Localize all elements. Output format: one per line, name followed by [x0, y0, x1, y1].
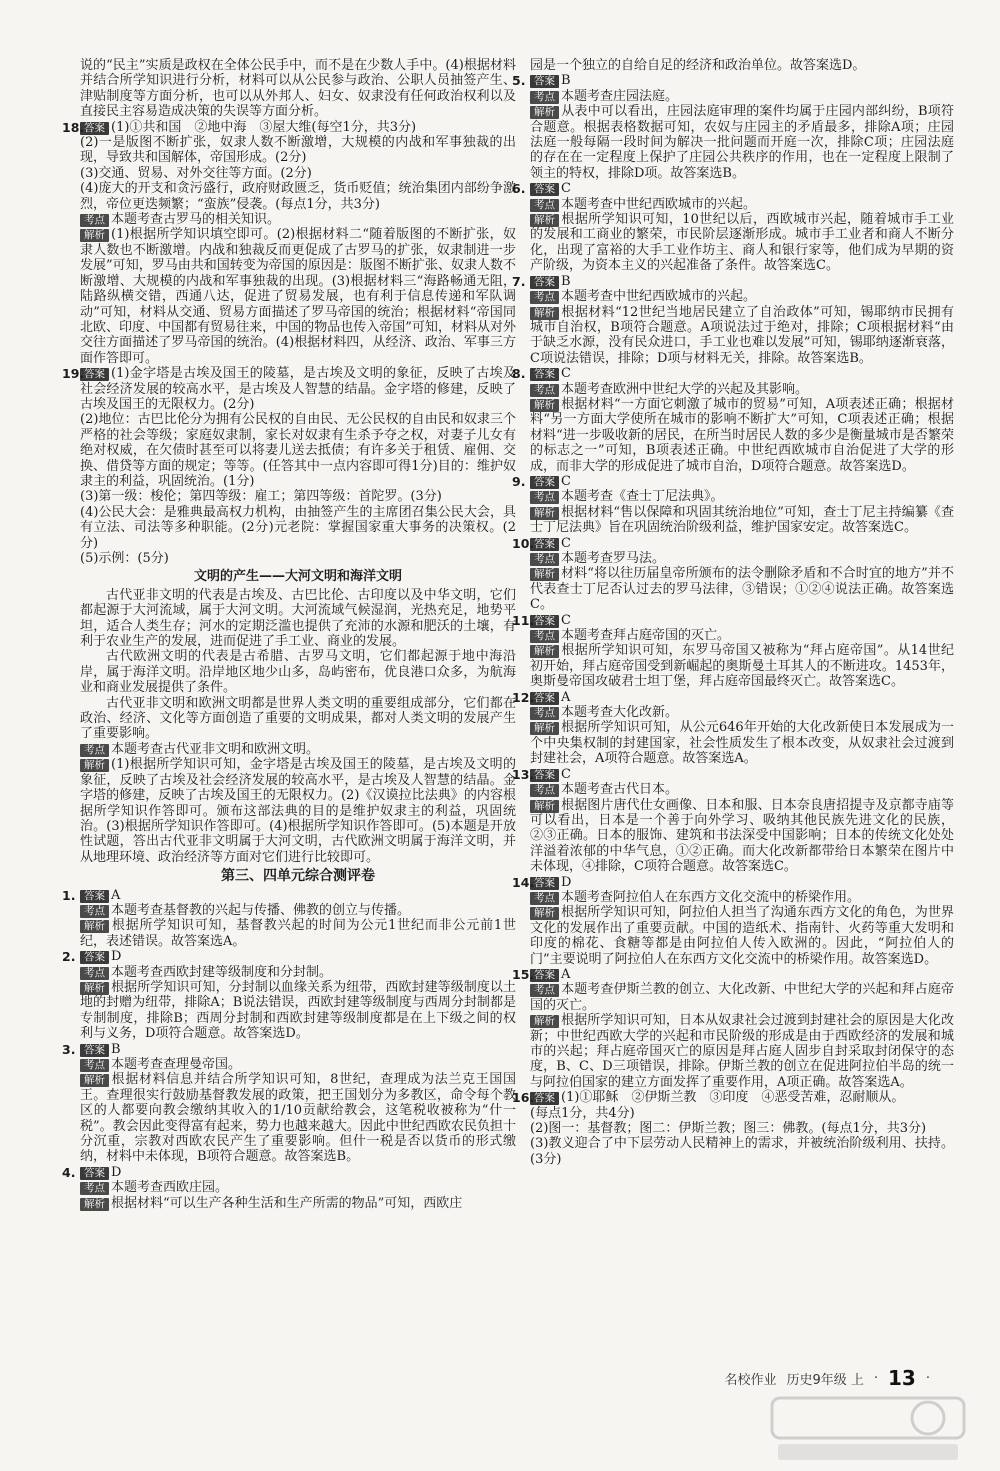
section-title: 第三、四单元综合测评卷: [221, 868, 375, 885]
question-number: 2.: [62, 949, 76, 965]
answer-text: D: [561, 874, 572, 890]
question-2: [62, 949, 516, 1042]
analysis-text: 从表中可以看出，庄园法庭审理的案件均属于庄园内部纠纷，B项符合题意。根据表格数据可知，农奴与庄园主的矛盾最多，排除A项；庄园法庭一般每隔一段时间为解决一批问题而开庭一次，排除C项；庄园法庭的存在在一定程度上保护了庄园公共秩序的作用，也在一定程度上限制了领主的特权，排除D项。故答案选B。: [530, 104, 954, 181]
left-column: [62, 58, 516, 1211]
question-number: 16.: [512, 1090, 535, 1106]
answer-text: C: [561, 612, 571, 628]
answer-text: A: [111, 887, 121, 903]
answer-text: (5)示例：(5分): [80, 551, 169, 566]
question-number: 15.: [512, 966, 535, 982]
point-text: 本题考查西欧封建等级制度和分封制。: [111, 964, 333, 980]
subject-label: 历史9年级 上: [786, 1372, 864, 1388]
answer-text: (4)庞大的开支和贪污盛行，政府财政匮乏，货币贬值；统治集团内部纷争激烈，帝位更迭频繁；“蛮族”侵袭。(每点1分，共3分): [80, 181, 516, 212]
page-number: 13: [888, 1366, 916, 1390]
answer-text: C: [561, 473, 571, 489]
analysis-tag: 解析: [80, 1074, 109, 1087]
question-11: [512, 612, 954, 690]
continued-paragraph: 园是一个独立的自给自足的经济和政治单位。故答案选D。: [530, 58, 866, 73]
point-tag: 考点: [80, 1182, 109, 1195]
question-18: [62, 119, 516, 367]
analysis-tag: 解析: [530, 106, 559, 119]
essay-title: 文明的产生——大河文明和海洋文明: [193, 569, 402, 585]
right-column: [512, 58, 954, 1167]
analysis-tag: 解析: [80, 982, 109, 995]
answer-text: A: [561, 689, 571, 705]
answer-tag: 答案: [530, 1092, 559, 1105]
question-3: [62, 1041, 516, 1165]
answer-text: (2)图一：基督教；图二：伊斯兰教；图三：佛教。(每点1分，共3分): [530, 1121, 927, 1137]
analysis-text: 材料“将以往历届皇帝所颁布的法令删除矛盾和不合时宜的地方”并不代表查士丁尼否认过去的罗马法律，③错误；①②④说法正确。故答案选C。: [530, 566, 954, 613]
analysis-text: 根据所学知识可知，分封制以血缘关系为纽带，西欧封建等级制度以土地的封赠为纽带，排除A；B说法错误，西欧封建等级制度与西周分封制都是专制制度，排除B；西周分封制和西欧封建等级制度都是在上下级之间的权利与义务，D项符合题意。故答案选D。: [80, 979, 516, 1042]
question-13: [512, 766, 954, 875]
point-tag: 考点: [530, 291, 559, 304]
question-number: 7.: [512, 273, 526, 289]
answer-tag: 答案: [530, 692, 559, 705]
analysis-tag: 解析: [530, 214, 559, 227]
question-10: [512, 535, 954, 613]
question-6: [512, 181, 954, 274]
answer-tag: 答案: [530, 183, 559, 196]
answer-text: C: [561, 766, 571, 782]
analysis-text: (1)根据所学知识可知，金字塔是古埃及国王的陵墓，是古埃及文明的象征，反映了古埃及社会经济发展的较高水平，是古埃及人智慧的结晶。金字塔的修建，反映了古埃及国王的无限权力。(2)《汉谟拉比法典》的内容根据所学知识作答即可。颁布这部法典的目的是维护奴隶主的利益，巩固统治。(3)根据所学知识作答即可。(4)根据所学知识作答即可。(5)本题是开放性试题，答出古代亚非文明属于大河文明，古代欧洲文明属于海洋文明，并从地理环境、政治经济等方面对它们进行比较即可。: [80, 757, 516, 865]
point-tag: 考点: [530, 491, 559, 504]
question-19: [62, 366, 516, 865]
question-14: [512, 874, 954, 967]
point-text: 本题考查《查士丁尼法典》。: [561, 489, 724, 505]
question-12: [512, 689, 954, 767]
answer-text: (4)公民大会：是雅典最高权力机构，由抽签产生的主席团召集公民大会，具有立法、司法等多种职能。(2分)元老院：掌握国家重大事务的决策权。(2分): [80, 504, 516, 551]
page-footer: [724, 1366, 930, 1390]
point-text: 本题考查阿拉伯人在东西方文化交流中的桥梁作用。: [561, 889, 861, 905]
answer-tag: 答案: [80, 1044, 109, 1057]
question-number: 10.: [512, 535, 535, 551]
answer-text: B: [561, 273, 571, 289]
question-1: [62, 887, 516, 950]
point-tag: 考点: [530, 707, 559, 720]
point-text: 本题考查基督教的兴起与传播、佛教的创立与传播。: [111, 902, 411, 918]
analysis-tag: 解析: [530, 307, 559, 320]
question-number: 14.: [512, 874, 535, 890]
question-number: 9.: [512, 473, 526, 489]
analysis-text: 根据材料信息并结合所学知识可知，8世纪，查理成为法兰克王国国王。查理很实行鼓励基督教发展的政策，把王国划分为多教区，命令每个教区的人都要向教会缴纳其收入的1/10贡献给教会，这笔税收被称为“什一税”。教会因此变得富有起来，势力也越来越大。因此中世纪西欧农民负担十分沉重，宗教对西欧农民产生了重要影响。但什一税是否以货币的形式缴纳，材料中未体现，B项符合题意。故答案选B。: [80, 1072, 516, 1165]
question-number: 8.: [512, 366, 526, 382]
point-tag: 考点: [530, 553, 559, 566]
point-text: 本题考查罗马法。: [561, 551, 666, 566]
point-tag: 考点: [80, 214, 109, 227]
analysis-text: 根据材料“可以生产各种生活和生产所需的物品”可知，西欧庄: [111, 1195, 463, 1211]
essay-paragraph: 古代亚非文明的代表是古埃及、古巴比伦、古印度以及中华文明，它们都起源于大河流域，属于大河文明。大河流域气候湿润，光热充足，地势平坦，适合人类生存；河水的定期泛滥也提供了充沛的水源和肥沃的土壤，有利于农业生产的发展，进而促进了手工业、商业的发展。: [80, 587, 516, 650]
answer-tag: 答案: [80, 890, 109, 903]
point-tag: 考点: [530, 784, 559, 797]
analysis-text: 根据所学知识可知，日本从奴隶社会过渡到封建社会的原因是大化改新；中世纪西欧大学的兴起和市民阶级的形成是由于西欧经济的发展和城市的兴起；拜占庭帝国灭亡的原因是拜占庭人固步自封采取封闭保守的态度，B、C、D三项错误，排除。伊斯兰教的创立在促进阿拉伯半岛的统一与阿拉伯国家的建立方面发挥了重要作用，A项正确。故答案选A。: [530, 1013, 954, 1090]
point-text: 本题考查庄园法庭。: [561, 88, 679, 104]
answer-text: C: [561, 366, 571, 382]
analysis-text: 根据所学知识可知，东罗马帝国又被称为“拜占庭帝国”。从14世纪初开始，拜占庭帝国受到新崛起的奥斯曼土耳其人的不断进攻。1453年，奥斯曼帝国攻破君士坦丁堡，拜占庭帝国最终灭亡。故答案选C。: [530, 643, 954, 690]
point-tag: 考点: [80, 1059, 109, 1072]
analysis-text: 根据材料“售以保障和巩固其统治地位”可知，查士丁尼主持编纂《查士丁尼法典》旨在巩固统治阶级利益，维护国家安定。故答案选C。: [530, 504, 954, 536]
analysis-text: 根据材料“12世纪当地居民建立了自治政体”可知，锡耶纳市民拥有城市自治权，B项符合题意。A项说法过于绝对，排除；C项根据材料“由于缺乏水源，没有民众进口，手工业也难以发展”可知，锡耶纳逐渐衰落，C项说法错误，排除；D项与材料无关，排除。故答案选B。: [530, 304, 954, 366]
answer-text: A: [561, 966, 571, 982]
analysis-text: 根据所学知识可知，10世纪以后，西欧城市兴起，随着城市手工业的发展和工商业的繁荣，市民阶层逐渐形成。城市手工业者和商人不断分化，出现了富裕的大手工业作坊主、商人和银行家等，他们成为早期的资产阶级，为资本主义的兴起准备了条件。故答案选C。: [530, 212, 954, 274]
question-4: [62, 1164, 516, 1211]
answer-tag: 答案: [530, 538, 559, 551]
question-number: 11.: [512, 612, 535, 628]
analysis-tag: 解析: [530, 1015, 559, 1028]
answer-text: D: [111, 949, 122, 965]
answer-tag: 答案: [530, 368, 559, 381]
point-text: 本题考查古代亚非文明和欧洲文明。: [111, 741, 320, 757]
question-number: 5.: [512, 73, 526, 89]
question-number: 18.: [62, 119, 85, 135]
answer-tag: 答案: [530, 476, 559, 489]
point-text: 本题考查中世纪西欧城市的兴起。: [561, 289, 757, 305]
question-5: [512, 73, 954, 181]
analysis-text: 根据所学知识可知，从公元646年开始的大化改新使日本发展成为一个中央集权制的封建国家，社会性质发生了根本改变，从奴隶社会过渡到封建社会，A项符合题意。故答案选A。: [530, 720, 954, 767]
analysis-text: 根据所学知识可知，阿拉伯人担当了沟通东西方文化的角色，为世界文化的发展作出了重要贡献。中国的造纸术、指南针、火药等重大发明和印度的棉花、食糖等都是由阿拉伯人传入欧洲的。因此，“阿拉伯人的门”主要说明了阿拉伯人在东西方文化交流中的桥梁作用。故答案选D。: [530, 905, 954, 967]
analysis-text: 根据图片唐代仕女画像、日本和服、日本奈良唐招提寺及京都寺庙等可以看出，日本是一个善于向外学习、吸纳其他民族先进文化的民族，②③正确。日本的服饰、建筑和书法深受中国影响；日本的传统文化处处洋溢着浓郁的中华气息，①②正确。而大化改新都带给日本繁荣在图片中未体现，④排除，C项符合题意。故答案选C。: [530, 797, 954, 875]
analysis-text: (1)根据所学知识填空即可。(2)根据材料二“随着版图的不断扩张，奴隶人数也不断激增。内战和独裁反而更促成了古罗马的扩张，奴隶制进一步发展”可知，罗马由共和国转变为帝国的原因是：版图不断扩张、奴隶人数不断激增、大规模的内战和军事独裁的出现。(3)根据材料三“海路畅通无阻，陆路纵横交错，西通八达，促进了贸易发展，也有利于信息传递和军队调动”可知，材料从交通、贸易方面描述了罗马帝国的统治；根据材料“帝国同北欧、印度、中国都有贸易往来，中国的物品也传入帝国”可知，材料从对外交往方面描述了罗马帝国的统治。(4)根据材料四，从经济、政治、军事三方面作答即可。: [80, 227, 516, 366]
essay-paragraph: 古代欧洲文明的代表是古希腊、古罗马文明，它们都起源于地中海沿岸，属于海洋文明。沿岸地区地少山多，岛屿密布，优良港口众多，为航海业和商业发展提供了条件。: [80, 649, 516, 696]
question-number: 6.: [512, 181, 526, 197]
question-7: [512, 273, 954, 366]
point-tag: 考点: [80, 905, 109, 918]
answer-tag: 答案: [530, 877, 559, 890]
point-text: 本题考查古罗马的相关知识。: [111, 212, 281, 228]
answer-text: B: [111, 1041, 121, 1057]
analysis-tag: 解析: [530, 722, 559, 735]
point-tag: 考点: [80, 967, 109, 980]
question-number: 1.: [62, 887, 76, 903]
point-text: 本题考查古代日本。: [561, 782, 679, 798]
essay-paragraph: 古代亚非文明和欧洲文明都是世界人类文明的重要组成部分，它们都在政治、经济、文化等方面创造了重要的文明成果，都对人类文明的发展产生了重要影响。: [80, 695, 516, 742]
point-text: 本题考查中世纪西欧城市的兴起。: [561, 196, 757, 212]
question-15: [512, 966, 954, 1090]
bullet: ·: [925, 1370, 930, 1386]
answer-text: (2)一是版图不断扩张，奴隶人数不断激增，大规模的内战和军事独裁的出现，导致共和国解体，帝国形成。(2分): [80, 135, 516, 166]
question-number: 19.: [62, 366, 85, 382]
answer-tag: 答案: [530, 769, 559, 782]
brand-name: 名校作业: [724, 1372, 777, 1388]
analysis-tag: 解析: [80, 229, 109, 242]
point-tag: 考点: [530, 892, 559, 905]
answer-tag: 答案: [530, 615, 559, 628]
answer-tag: 答案: [80, 368, 109, 381]
question-16: [512, 1090, 954, 1167]
question-9: [512, 473, 954, 536]
question-8: [512, 366, 954, 474]
intro-paragraph: 说的“民主”实质是政权在全体公民手中，而不是在少数人手中。(4)根据材料并结合所学知识进行分析，材料可以从公民参与政治、公职人员抽签产生、津贴制度等方面分析，也可以从外邦人、妇女、奴隶没有任何政治权利以及直接民主容易造成决策的失误等方面分析。: [80, 58, 516, 120]
question-number: 12.: [512, 689, 535, 705]
answer-tag: 答案: [80, 1167, 109, 1180]
watermark-logo: [768, 1392, 968, 1466]
question-number: 4.: [62, 1164, 76, 1180]
answer-text: (3)第一级：梭伦；第四等级：雇工；第四等级：首陀罗。(3分): [80, 489, 442, 505]
answer-text: (1)①共和国 ②地中海 ③屋大维(每空1分，共3分): [111, 119, 417, 135]
answer-tag: 答案: [530, 969, 559, 982]
bullet: ·: [873, 1370, 879, 1386]
point-tag: 考点: [80, 744, 109, 757]
analysis-tag: 解析: [80, 1198, 109, 1211]
point-text: 本题考查查理曼帝国。: [111, 1057, 242, 1072]
answer-tag: 答案: [530, 75, 559, 88]
point-text: 本题考查欧洲中世纪大学的兴起及其影响。: [561, 381, 809, 397]
point-tag: 考点: [530, 199, 559, 212]
point-tag: 考点: [530, 91, 559, 104]
analysis-text: 根据材料“一方面它刺激了城市的贸易”可知，A项表述正确；根据材料“另一方面大学使所在城市的影响不断扩大”可知，C项表述正确；根据材料“进一步吸收新的居民，在所当时居民人数的多少是衡量城市是否繁荣的标志之一”可知，B项表述正确。中世纪西欧城市自治促进了大学的形成，而非大学的形成促进了城市自治，D项符合题意。故答案选D。: [530, 396, 954, 474]
point-text: 本题考查大化改新。: [561, 705, 679, 721]
answer-text: (3)交通、贸易、对外交往等方面。(2分): [80, 165, 312, 181]
analysis-tag: 解析: [80, 759, 109, 772]
question-number: 13.: [512, 766, 535, 782]
analysis-tag: 解析: [530, 399, 559, 412]
point-text: 本题考查西欧庄园。: [111, 1180, 229, 1196]
analysis-tag: 解析: [80, 920, 109, 933]
point-tag: 考点: [530, 384, 559, 397]
answer-text: B: [561, 73, 571, 89]
analysis-tag: 解析: [530, 907, 559, 920]
point-text: 本题考查伊斯兰教的创立、大化改新、中世纪大学的兴起和拜占庭帝国的灭亡。: [530, 982, 954, 1013]
question-number: 3.: [62, 1041, 76, 1057]
analysis-tag: 解析: [530, 645, 559, 658]
answer-tag: 答案: [530, 276, 559, 289]
answer-text: C: [561, 181, 571, 197]
answer-text: (3)教义迎合了中下层劳动人民精神上的需求，并被统治阶级利用、扶持。(3分): [530, 1136, 954, 1167]
analysis-tag: 解析: [530, 568, 559, 581]
answer-text: (每点1分，共4分): [530, 1105, 635, 1121]
analysis-tag: 解析: [530, 800, 559, 813]
point-tag: 考点: [530, 630, 559, 643]
answer-text: (1)金字塔是古埃及国王的陵墓，是古埃及文明的象征，反映了古埃及社会经济发展的较高水平，是古埃及人智慧的结晶。金字塔的修建，反映了古埃及国王的无限权力。(2分): [80, 366, 516, 412]
answer-text: C: [561, 535, 571, 551]
answer-tag: 答案: [80, 951, 109, 964]
analysis-text: 根据所学知识可知，基督教兴起的时间为公元1世纪而非公元前1世纪，表述错误。故答案选A。: [80, 918, 516, 949]
answer-text: (2)地位：古巴比伦分为拥有公民权的自由民、无公民权的自由民和奴隶三个严格的社会等级；家庭奴隶制，家长对奴隶有生杀予夺之权，对妻子儿女有绝对权威，在欠债时甚至可以将妻儿送去抵债；有许多关于租赁、雇佣、交换、借贷等方面的规定；等等。(任答其中一点内容即可得1分)目的：维护奴隶主的利益，巩固统治。(1分): [80, 412, 516, 489]
answer-tag: 答案: [80, 122, 109, 135]
point-text: 本题考查拜占庭帝国的灭亡。: [561, 628, 731, 644]
answer-text: (1)①耶稣 ②伊斯兰教 ③印度 ④恶受苦难，忍耐顺从。: [561, 1090, 905, 1106]
analysis-tag: 解析: [530, 507, 559, 520]
point-tag: 考点: [530, 984, 559, 997]
answer-text: D: [111, 1164, 122, 1180]
